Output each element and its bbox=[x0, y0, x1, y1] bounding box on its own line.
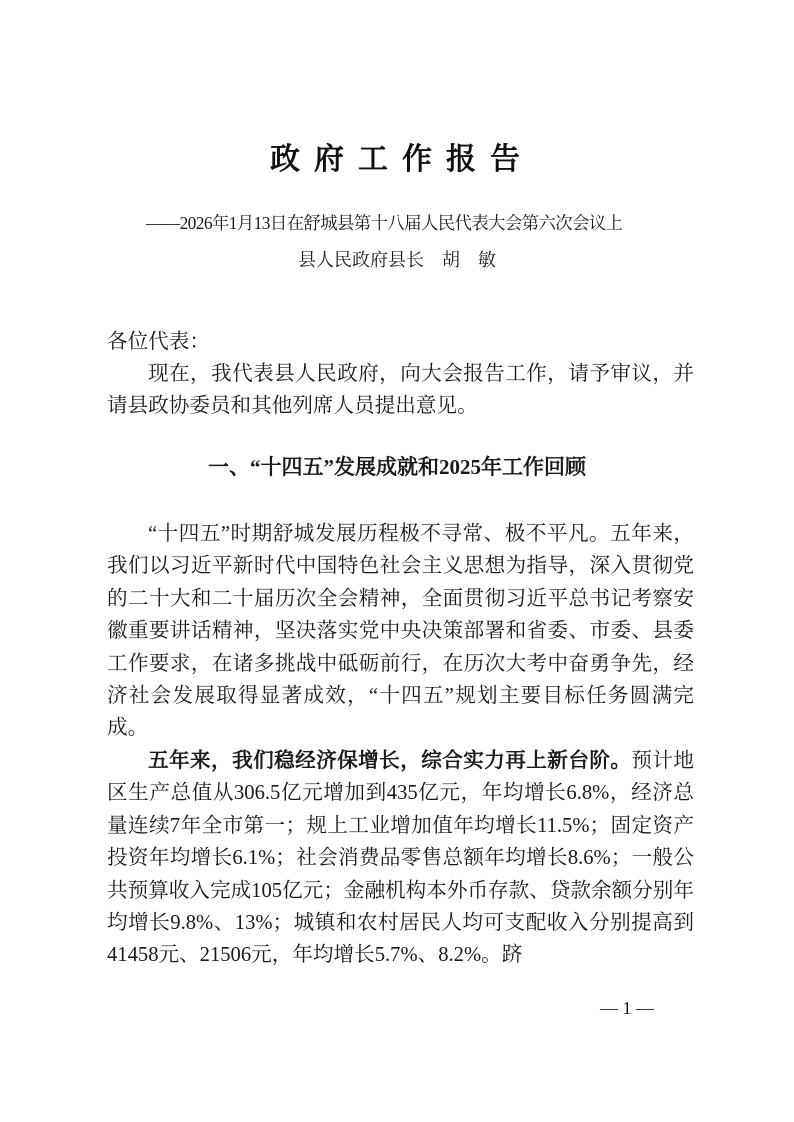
section-heading: 一、“十四五”发展成就和2025年工作回顾 bbox=[208, 455, 586, 479]
document-title: 政府工作报告 bbox=[270, 142, 534, 177]
paragraph-text: “十四五”时期舒城发展历程极不寻常、极不平凡。五年来，我们以习近平新时代中国特色社会主义思想为指导，深入贯彻党的二十大和二十届历次全会精神，全面贯彻习近平总书记考察安徽重要讲话精神，坚决落实党中央决策部署和省委、市委、县委工作要求，在诸多挑战中砥砺前行，在历次大考中奋勇争先，经济社会发展取得显著成效，“十四五”规划主要目标任务圆满完成。 bbox=[107, 523, 694, 740]
salutation: 各位代表： bbox=[107, 331, 210, 353]
body-paragraph bbox=[107, 518, 694, 745]
paragraph-text: 预计地区生产总值从306.5亿元增加到435亿元，年均增长6.8%，经济总量连续7年全市第一；规上工业增加值年均增长11.5%；固定资产投资年均增长6.1%；社会消费品零售总额年均增长8.6%；一般公共预算收入完成105亿元；金融机构本外币存款、贷款余额分别年均增长9.8%、13%；城镇和农村居民人均可支配收入分别提高到41458元、21506元，年均增长5.7%、8.2%。跻 bbox=[107, 750, 695, 967]
document-subtitle: ——2026年1月13日在舒城县第十八届人民代表大会第六次会议上 bbox=[146, 213, 623, 233]
body-paragraph bbox=[107, 745, 694, 972]
paragraph-lead: 五年来，我们稳经济保增长，综合实力再上新台阶。 bbox=[148, 750, 632, 772]
page-number: — 1 — bbox=[600, 998, 654, 1018]
speaker-line: 县人民政府县长 胡 敏 bbox=[298, 250, 496, 270]
intro-paragraph: 现在，我代表县人民政府，向大会报告工作，请予审议，并请县政协委员和其他列席人员提出意见。 bbox=[107, 363, 694, 418]
